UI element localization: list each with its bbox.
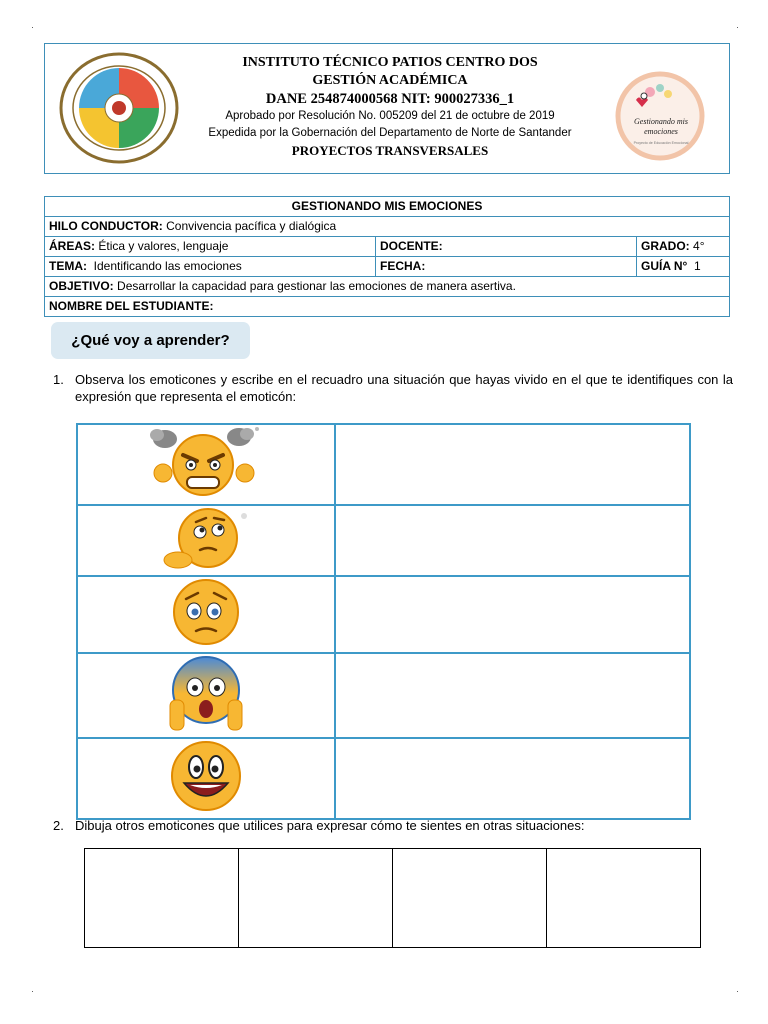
corner-mark: ·	[31, 22, 34, 32]
answer-cell[interactable]	[335, 576, 690, 653]
transversal-projects: PROYECTOS TRANSVERSALES	[291, 143, 489, 158]
school-seal-logo	[59, 52, 179, 164]
emoticon-cell	[77, 738, 335, 819]
answer-cell[interactable]	[335, 738, 690, 819]
draw-emoticons-table	[84, 848, 701, 948]
guide-title: GESTIONANDO MIS EMOCIONES	[45, 197, 730, 217]
emotions-project-logo	[610, 66, 712, 166]
question-2: 2. Dibuja otros emoticones que utilices para expresar cómo te sientes en otras situaciones:	[53, 818, 585, 833]
emoticon-cell	[77, 424, 335, 505]
question-1: 1. Observa los emoticones y escribe en el recuadro una situación que hayas vivido en el que te identifiques con la expresión que representa el emoticón:	[53, 372, 733, 404]
institute-name: INSTITUTO TÉCNICO PATIOS CENTRO DOS	[242, 55, 538, 70]
scared-emoji-icon	[166, 654, 246, 732]
answer-cell[interactable]	[335, 424, 690, 505]
emoticon-table	[76, 423, 691, 820]
corner-mark: ·	[31, 986, 34, 996]
student-name-row[interactable]: NOMBRE DEL ESTUDIANTE:	[45, 297, 730, 317]
academic-management: GESTIÓN ACADÉMICA	[312, 73, 468, 88]
worried-emoji-icon	[168, 577, 244, 647]
draw-box[interactable]	[239, 849, 393, 948]
emoticon-cell	[77, 653, 335, 738]
areas-cell: ÁREAS: Ética y valores, lenguaje	[45, 237, 376, 257]
hilo-conductor-row: HILO CONDUCTOR: Convivencia pacífica y dialógica	[45, 217, 730, 237]
objetivo-row: OBJETIVO: Desarrollar la capacidad para gestionar las emociones de manera asertiva.	[45, 277, 730, 297]
svg-text:emociones: emociones	[644, 127, 678, 136]
corner-mark: ·	[736, 986, 739, 996]
guide-info-table	[44, 196, 730, 317]
approval-resolution: Aprobado por Resolución No. 005209 del 21 de octubre de 2019	[225, 110, 555, 122]
happy-emoji-icon	[168, 739, 244, 813]
answer-cell[interactable]	[335, 505, 690, 576]
guia-cell: GUÍA N° 1	[637, 257, 730, 277]
fecha-cell[interactable]: FECHA:	[376, 257, 637, 277]
svg-text:Gestionando mis: Gestionando mis	[634, 117, 688, 126]
draw-box[interactable]	[547, 849, 701, 948]
issued-by: Expedida por la Gobernación del Departamento de Norte de Santander	[208, 127, 572, 139]
tema-cell: TEMA: Identificando las emociones	[45, 257, 376, 277]
docente-cell[interactable]: DOCENTE:	[376, 237, 637, 257]
draw-box[interactable]	[85, 849, 239, 948]
draw-box[interactable]	[393, 849, 547, 948]
corner-mark: ·	[736, 22, 739, 32]
document-header	[44, 43, 730, 174]
grado-cell: GRADO: 4°	[637, 237, 730, 257]
section-title: ¿Qué voy a aprender?	[51, 322, 250, 359]
thinking-emoji-icon	[156, 506, 256, 570]
emoticon-cell	[77, 505, 335, 576]
answer-cell[interactable]	[335, 653, 690, 738]
dane-nit: DANE 254874000568 NIT: 900027336_1	[265, 91, 515, 107]
emoticon-cell	[77, 576, 335, 653]
angry-emoji-icon	[147, 425, 265, 499]
svg-text:Proyecto de Educación Emociona: Proyecto de Educación Emocional	[633, 141, 689, 145]
